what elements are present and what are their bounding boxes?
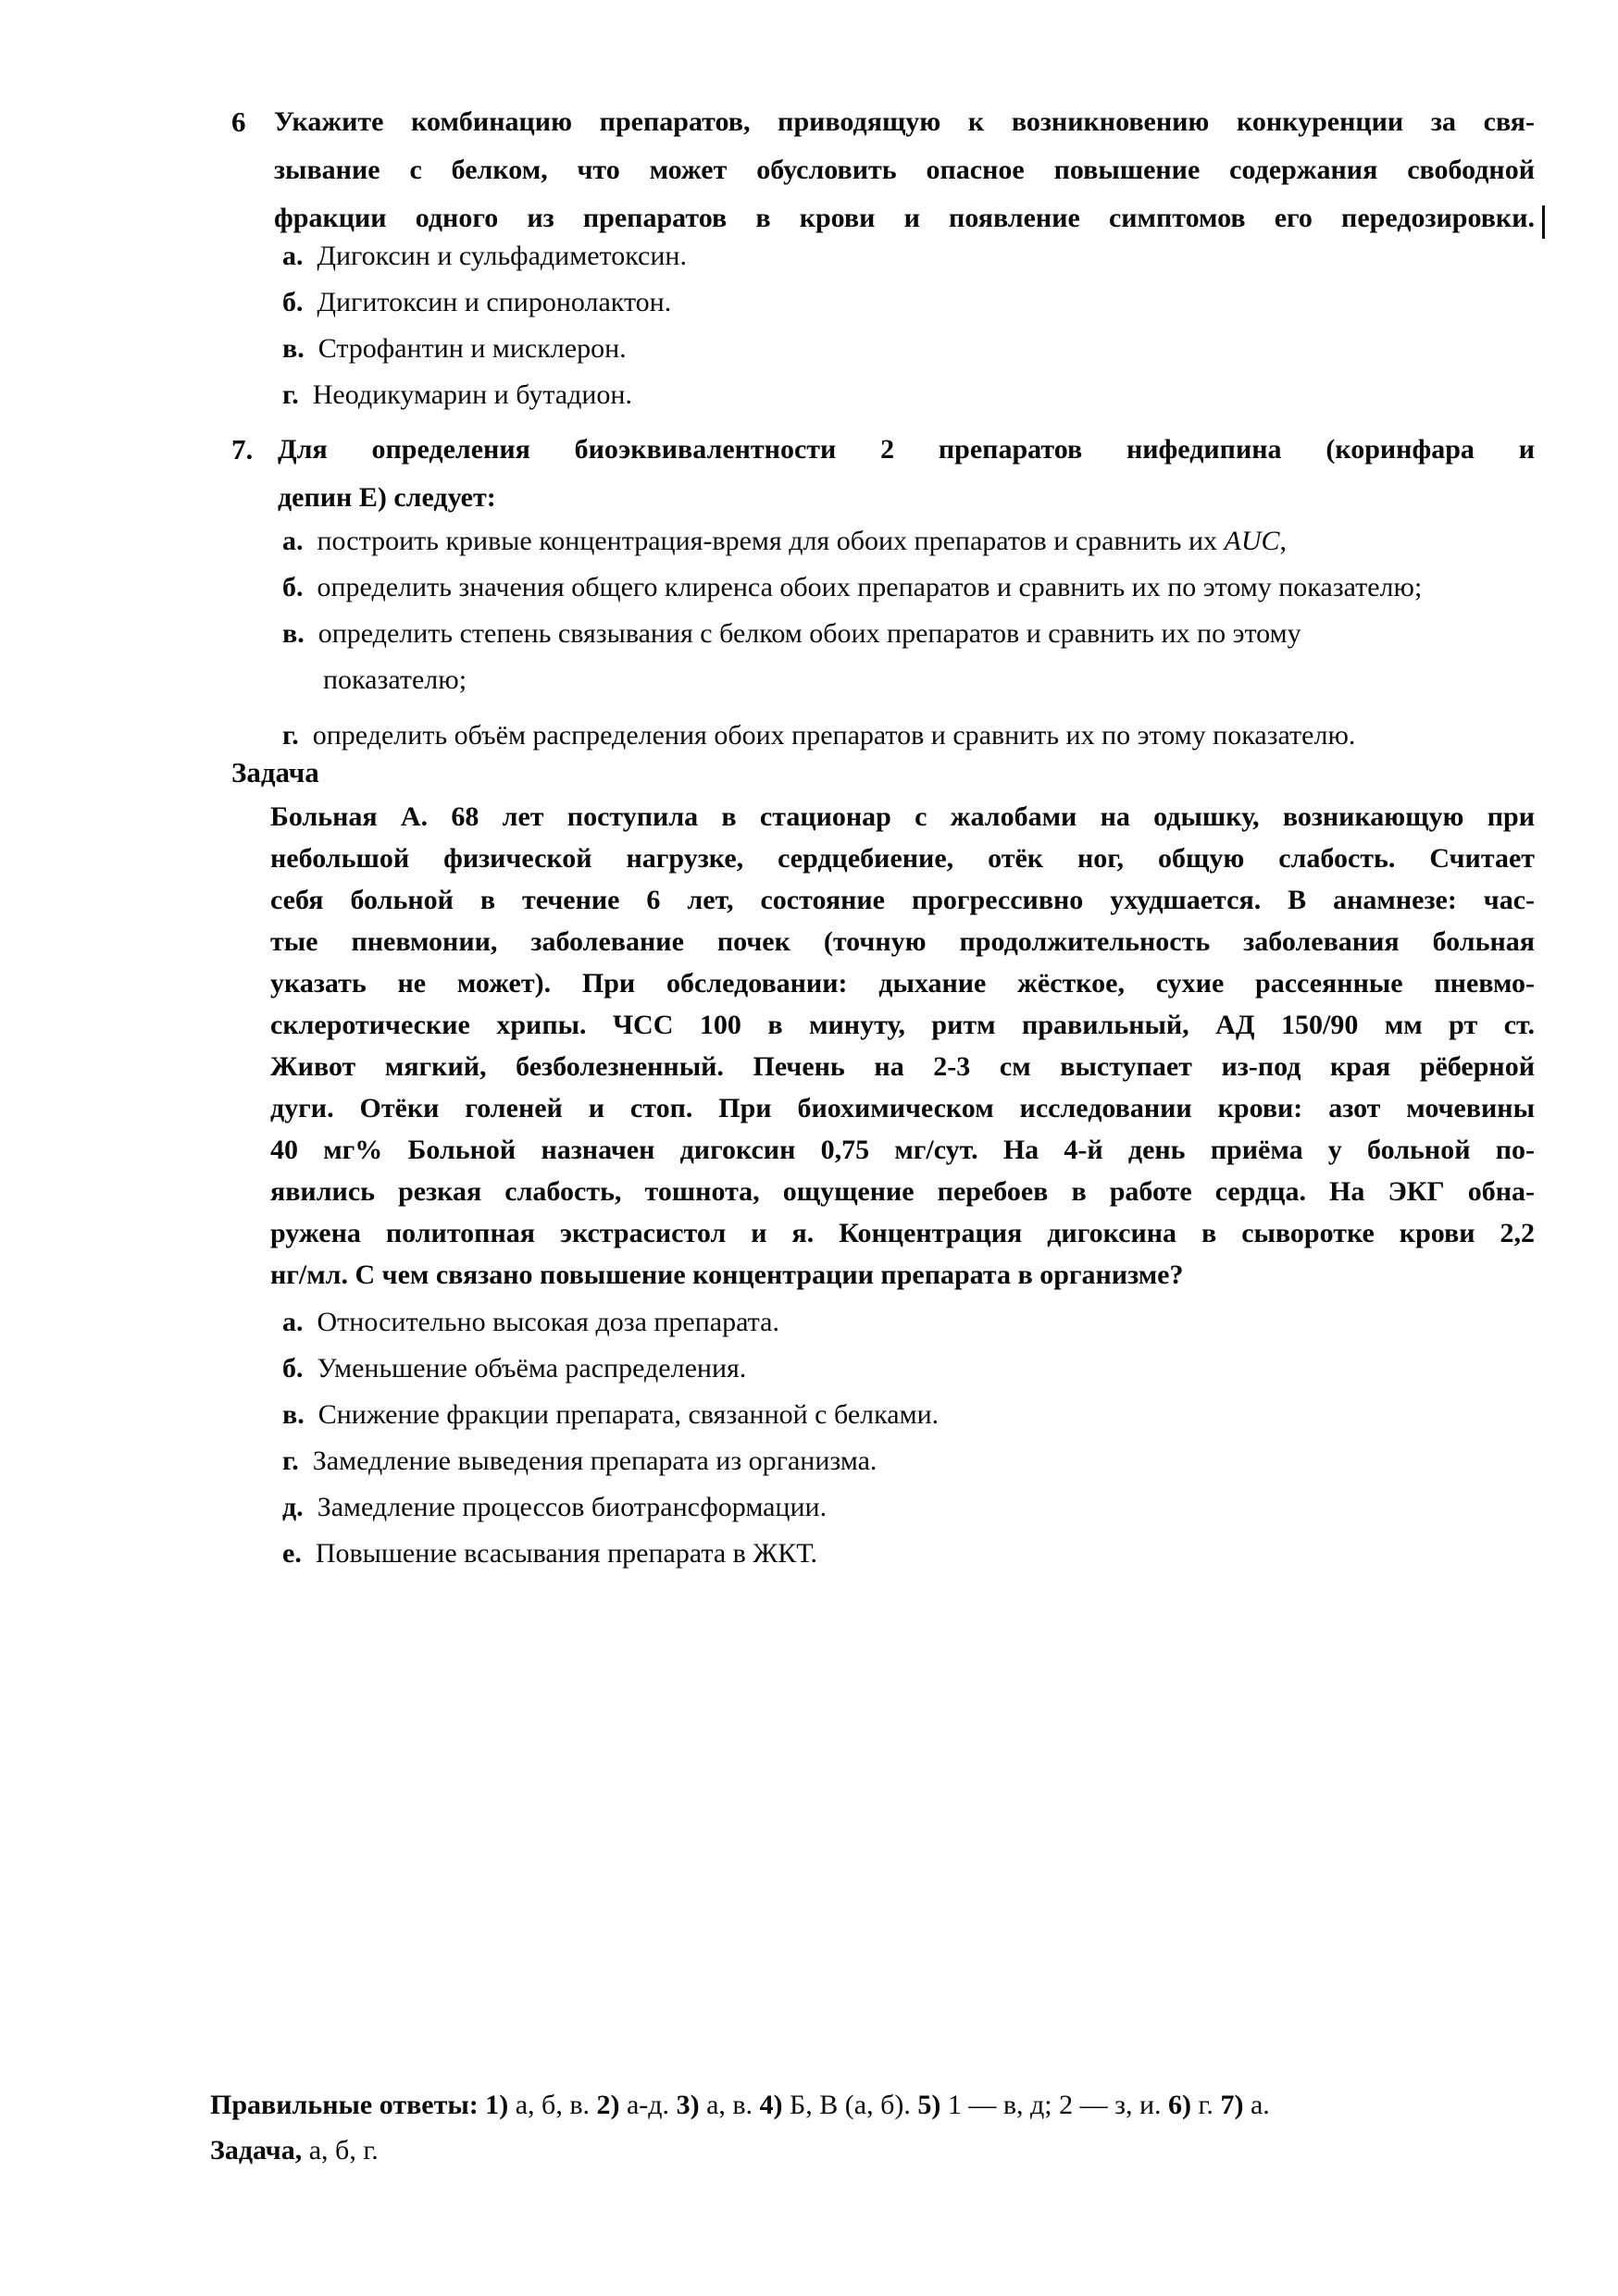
stem-line-3: фракции одного из препаратов в крови и появление симптомов его передозировки. <box>274 203 1535 233</box>
task-line-6: склеротические хрипы. ЧСС 100 в минуту, ритм правильный, АД 150/90 мм рт ст. <box>270 1010 1535 1040</box>
option-text: определить значения общего клиренса обоих препаратов и сравнить их по этому показателю; <box>317 572 1423 602</box>
question-6-stem <box>274 98 1535 242</box>
option-text-after: , <box>1279 526 1288 556</box>
answers-val-4: Б, В (а, б). <box>790 2090 911 2120</box>
option-label: г. <box>282 720 299 751</box>
option-v-line-2: показателю; <box>323 664 467 695</box>
option-label: а. <box>282 241 304 271</box>
answers-num-6: 6) <box>1168 2090 1192 2120</box>
option-e <box>282 1531 939 1577</box>
task-line-11: ружена политопная экстрасистол и я. Концентрация дигоксина в сыворотке крови 2,2 <box>270 1218 1535 1248</box>
answers-val-7: а. <box>1250 2090 1270 2120</box>
stem-line-2: депин Е) следует: <box>278 482 496 513</box>
option-b <box>282 279 687 326</box>
option-label: б. <box>282 287 304 317</box>
option-text: Дигоксин и сульфадиметоксин. <box>317 241 687 271</box>
task-line-8: дуги. Отёки голеней и стоп. При биохимическом исследовании крови: азот мочевины <box>270 1093 1535 1123</box>
option-a <box>282 518 1537 565</box>
option-label: г. <box>282 379 299 410</box>
option-text: Неодикумарин и бутадион. <box>312 379 632 410</box>
task-line-4: тые пневмонии, заболевание почек (точную продолжительность заболевания больная <box>270 926 1535 957</box>
stem-line-1: Укажите комбинацию препаратов, приводящую к возникновению конкуренции за свя- <box>274 106 1535 137</box>
option-text: определить степень связывания с белком обоих препаратов и сравнить их по этому <box>317 618 1301 649</box>
stem-line-2: зывание с белком, что может обусловить опасное повышение содержания свободной <box>274 155 1535 185</box>
correct-answers <box>210 2082 1571 2173</box>
task-line-12: нг/мл. С чем связано повышение концентрации препарата в организме? <box>270 1260 1184 1290</box>
option-label: б. <box>282 572 304 602</box>
option-g <box>282 372 687 418</box>
option-text: Дигитоксин и спиронолактон. <box>317 287 672 317</box>
option-label: а. <box>282 1307 304 1337</box>
option-b <box>282 1346 939 1392</box>
task-line-7: Живот мягкий, безболезненный. Печень на 2-3 см выступает из-под края рёберной <box>270 1051 1535 1082</box>
option-text: Строфантин и мисклерон. <box>317 333 627 364</box>
answers-val-2: а-д. <box>626 2090 670 2120</box>
option-g <box>282 713 1537 759</box>
margin-mark <box>1542 205 1545 239</box>
answers-num-2: 2) <box>596 2090 620 2120</box>
option-label: б. <box>282 1353 304 1384</box>
answers-val-3: а, в. <box>706 2090 753 2120</box>
option-text: Относительно высокая доза препарата. <box>317 1307 779 1337</box>
question-6-options <box>282 233 687 418</box>
answers-val-5: 1 — в, д; 2 — з, и. <box>947 2090 1162 2120</box>
answers-num-7: 7) <box>1220 2090 1244 2120</box>
option-label: а. <box>282 526 304 556</box>
question-7-number: 7. <box>231 433 254 465</box>
answers-num-4: 4) <box>759 2090 783 2120</box>
answers-task-lead: Задача, <box>210 2135 303 2166</box>
option-v <box>282 326 687 372</box>
task-heading: Задача <box>231 756 319 788</box>
answers-task-val: а, б, г. <box>308 2135 379 2166</box>
option-label: в. <box>282 333 305 364</box>
answers-lead: Правильные ответы: <box>210 2090 479 2120</box>
option-g <box>282 1438 939 1484</box>
option-d <box>282 1484 939 1531</box>
answers-num-3: 3) <box>676 2090 700 2120</box>
option-label: в. <box>282 1399 305 1430</box>
task-paragraph <box>270 796 1535 1296</box>
option-text: определить объём распределения обоих препаратов и сравнить их по этому показателю. <box>312 720 1356 751</box>
question-7-stem <box>278 426 1535 522</box>
answers-line-1 <box>210 2082 1571 2128</box>
option-text: построить кривые концентрация-время для обоих препаратов и сравнить их <box>317 526 1225 556</box>
answers-num-5: 5) <box>917 2090 941 2120</box>
task-line-9: 40 мг% Больной назначен дигоксин 0,75 мг/сут. На 4-й день приёма у больной по- <box>270 1135 1535 1165</box>
option-b <box>282 565 1537 611</box>
task-line-2: небольшой физической нагрузке, сердцебиение, отёк ног, общую слабость. Считает <box>270 843 1535 874</box>
option-v <box>282 1392 939 1438</box>
task-line-1: Больная А. 68 лет поступила в стационар с жалобами на одышку, возникающую при <box>270 801 1535 832</box>
option-a <box>282 233 687 279</box>
answers-num-1: 1) <box>485 2090 509 2120</box>
task-options <box>282 1299 939 1577</box>
question-7-options <box>282 518 1537 759</box>
stem-line-1: Для определения биоэквивалентности 2 препаратов нифедипина (коринфара и <box>278 434 1535 465</box>
option-a <box>282 1299 939 1346</box>
answers-line-2 <box>210 2128 1571 2173</box>
question-6-number: 6 <box>231 105 246 138</box>
answers-val-1: а, б, в. <box>515 2090 590 2120</box>
option-label: в. <box>282 618 305 649</box>
option-text: Снижение фракции препарата, связанной с белками. <box>317 1399 940 1430</box>
task-line-3: себя больной в течение 6 лет, состояние прогрессивно ухудшается. В анамнезе: час- <box>270 885 1535 915</box>
option-label: д. <box>282 1492 304 1522</box>
option-v <box>282 611 1537 703</box>
option-label: е. <box>282 1538 302 1569</box>
option-v-line-1 <box>282 611 1537 657</box>
task-line-10: явились резкая слабость, тошнота, ощущение перебоев в работе сердца. На ЭКГ обна- <box>270 1176 1535 1207</box>
task-line-5: указать не может). При обследовании: дыхание жёсткое, сухие рассеянные пневмо- <box>270 968 1535 999</box>
option-label: г. <box>282 1446 299 1476</box>
option-text: Повышение всасывания препарата в ЖКТ. <box>315 1538 818 1569</box>
option-text: Замедление выведения препарата из организма. <box>312 1446 877 1476</box>
answers-val-6: г. <box>1198 2090 1214 2120</box>
option-text: Уменьшение объёма распределения. <box>317 1353 747 1384</box>
option-text: Замедление процессов биотрансформации. <box>317 1492 828 1522</box>
auc-italic: AUC <box>1224 526 1280 556</box>
